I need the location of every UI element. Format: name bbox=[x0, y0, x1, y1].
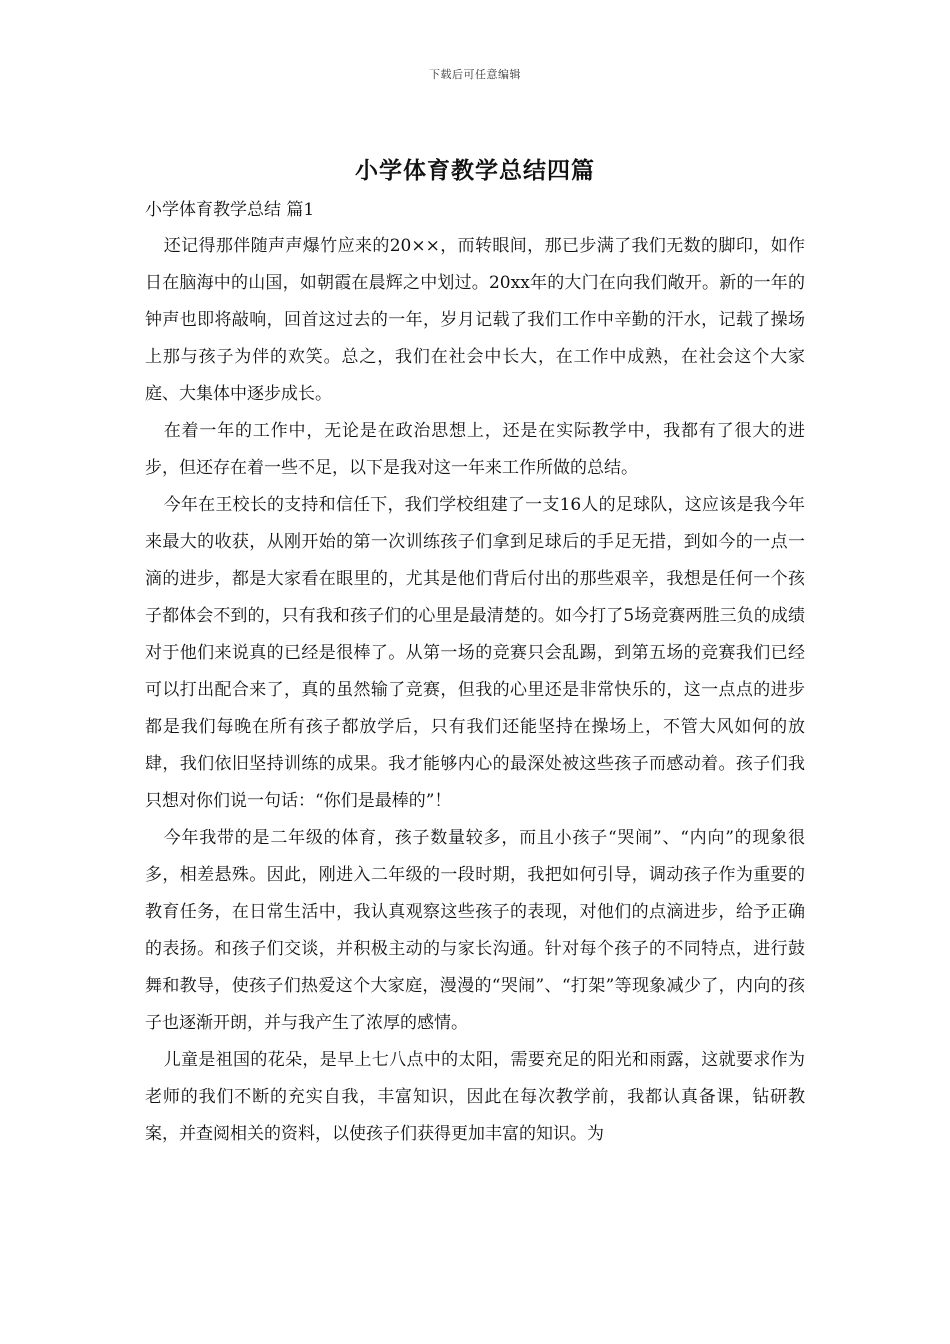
paragraph: 还记得那伴随声声爆竹应来的20××，而转眼间，那已步满了我们无数的脚印，如作日在脑海中的山国，如朝霞在晨辉之中划过。20xx年的大门在向我们敞开。新的一年的钟声也即将敲响，回首这过去的一年，岁月记载了我们工作中辛勤的汗水，记载了操场上那与孩子为伴的欢笑。总之，我们在社会中长大，在工作中成熟，在社会这个大家庭、大集体中逐步成长。 bbox=[145, 236, 805, 404]
paragraph: 今年我带的是二年级的体育，孩子数量较多，而且小孩子“哭闹”、“内向”的现象很多，相差悬殊。因此，刚进入二年级的一段时期，我把如何引导，调动孩子作为重要的教育任务，在日常生活中，我认真观察这些孩子的表现，对他们的点滴进步，给予正确的表扬。和孩子们交谈，并积极主动的与家长沟通。针对每个孩子的不同特点，进行鼓舞和教导，使孩子们热爱这个大家庭，漫漫的“哭闹”、“打架”等现象减少了，内向的孩子也逐渐开朗，并与我产生了浓厚的感情。 bbox=[145, 828, 805, 1033]
header-note: 下载后可任意编辑 bbox=[429, 68, 521, 81]
paragraph: 今年在王校长的支持和信任下，我们学校组建了一支16人的足球队，这应该是我今年来最大的收获，从刚开始的第一次训练孩子们拿到足球后的手足无措，到如今的一点一滴的进步，都是大家看在眼里的，尤其是他们背后付出的那些艰辛，我想是任何一个孩子都体会不到的，只有我和孩子们的心里是最清楚的。如今打了5场竞赛两胜三负的成绩对于他们来说真的已经是很棒了。从第一场的竞赛只会乱踢，到第五场的竞赛我们已经可以打出配合来了，真的虽然输了竞赛，但我的心里还是非常快乐的，这一点点的进步都是我们每晚在所有孩子都放学后，只有我们还能坚持在操场上，不管大风如何的放肆，我们依旧坚持训练的成果。我才能够内心的最深处被这些孩子而感动着。孩子们我只想对你们说一句话：“你们是最棒的”！ bbox=[145, 495, 805, 811]
document-body bbox=[145, 228, 805, 1153]
paragraph: 儿童是祖国的花朵，是早上七八点中的太阳，需要充足的阳光和雨露，这就要求作为老师的我们不断的充实自我，丰富知识，因此在每次教学前，我都认真备课，钻研教案，并查阅相关的资料，以使孩子们获得更加丰富的知识。为 bbox=[145, 1050, 805, 1144]
paragraph: 在着一年的工作中，无论是在政治思想上，还是在实际教学中，我都有了很大的进步，但还存在着一些不足，以下是我对这一年来工作所做的总结。 bbox=[145, 421, 805, 478]
document-title: 小学体育教学总结四篇 bbox=[355, 157, 595, 184]
section-subtitle: 小学体育教学总结 篇1 bbox=[145, 200, 315, 220]
